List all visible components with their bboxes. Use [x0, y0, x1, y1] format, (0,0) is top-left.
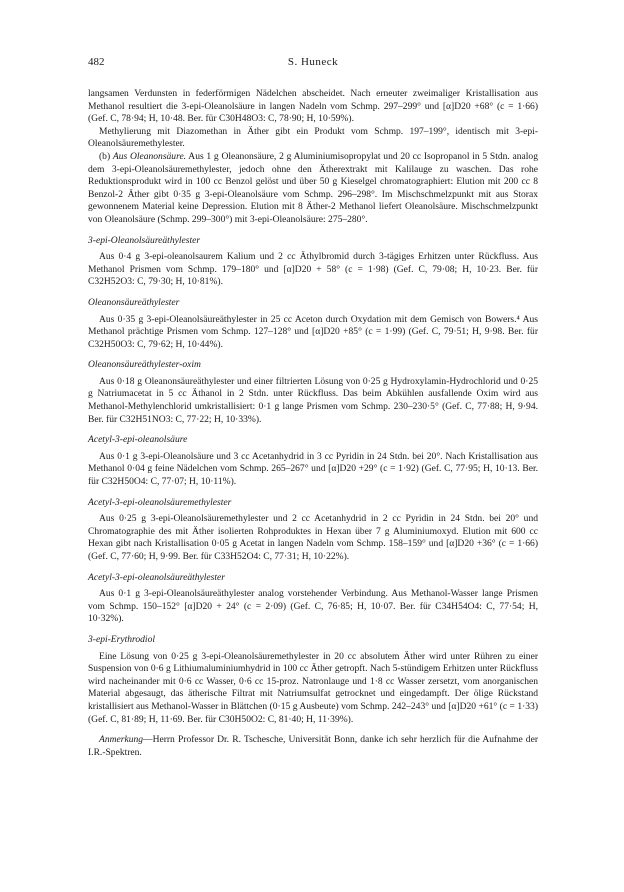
paragraph-text: Aus 0·25 g 3-epi-Oleanolsäuremethylester und 2 cc Acetanhydrid in 2 cc Pyridin in 24 Stdn. bei 20° und Chromatographie des mit Äther isolierten Rohproduktes in Hexan über 7 g Aluminiumoxyd. Elution mit 600 cc Hexan gibt nach Kristallisation 0·05 g Acetat in langen Nadeln vom Schmp. 158–159° und [α]D20 +36° (c = 1·66) (Gef. C, 77·60; H, 9·99. Ber. für C33H52O4: C, 77·31; H, 10·22%).: [88, 513, 538, 562]
article-body: [88, 88, 538, 759]
paragraph-text: —Herrn Professor Dr. R. Tschesche, Universität Bonn, danke ich sehr herzlich für die Aufnahme der I.R.-Spektren.: [88, 734, 538, 758]
paragraph-lead: (b): [99, 150, 113, 162]
paragraph-text: Eine Lösung von 0·25 g 3-epi-Oleanolsäuremethylester in 20 cc absolutem Äther wird unter Rühren zu einer Suspension von 0·6 g Lithiumaluminiumhydrid in 100 cc Äther getropft. Nach 5-stündigem Erhitzen unter Rückfluss wird nacheinander mit 0·6 cc Wasser, 0·6 cc 15-proz. Natronlauge und 1·8 cc Wasser zersetzt, vom anorganischen Material abgesaugt, das ätherische Filtrat mit Natriumsulfat getrocknet und eingedampft. Der ölige Rückstand kristallisiert aus Methanol-Wasser in Blättchen (0·15 g Ausbeute) vom Schmp. 242–243° und [α]D20 +61° (c = 1·33) (Gef. C, 81·89; H, 11·69. Ber. für C30H50O2: C, 81·40; H, 11·39%).: [88, 650, 538, 725]
paragraph-text: Aus 0·35 g 3-epi-Oleanolsäureäthylester in 25 cc Aceton durch Oxydation mit dem Gemisch von Bowers.⁴ Aus Methanol prächtige Prismen vom Schmp. 127–128° und [α]D20 +85° (c = 1·99) (Gef. C, 79·51; H, 9·98. Ber. für C32H50O3: C, 79·62; H, 10·44%).: [88, 313, 538, 350]
body-paragraph: [88, 451, 538, 489]
paragraph-text: Aus 0·18 g Oleanonsäureäthylester und einer filtrierten Lösung von 0·25 g Hydroxylamin-Hydrochlorid und 0·25 g Natriumacetat in 5 cc Äthanol in 2 Stdn. unter Rückfluss. Das beim Abkühlen ausfallende Oxim wird aus Methanol-Methylenchlorid umkristallisiert: 0·1 g lange Prismen vom Schmp. 230–230·5° (Gef. C, 77·88; H, 9·94. Ber. für C32H51NO3: C, 77·22; H, 10·33%).: [88, 375, 538, 425]
body-paragraph: [88, 513, 538, 563]
section-heading: Acetyl-3-epi-oleanolsäure: [88, 434, 188, 446]
paragraph-lead-italic: Aus Oleanonsäure.: [112, 150, 187, 162]
paragraph-text: Aus 0·1 g 3-epi-Oleanolsäure und 3 cc Acetanhydrid in 3 cc Pyridin in 24 Stdn. bei 20°. Nach Kristallisation aus Methanol 0·04 g feine Nädelchen vom Schmp. 265–267° und [α]D20 +29° (c = 1·92) (Gef. C, 77·95; H, 10·13. Ber. für C32H50O4: C, 77·07; H, 10·11%).: [88, 450, 538, 488]
running-header: [88, 56, 538, 70]
body-paragraph: [88, 651, 538, 727]
page-number: 482: [88, 56, 105, 68]
running-author: S. Huneck: [287, 56, 339, 68]
paragraph-text: Aus 0·1 g 3-epi-Oleanolsäureäthylester analog vorstehender Verbindung. Aus Methanol-Wasser lange Prismen vom Schmp. 150–152° [α]D20 + 24° (c = 2·09) (Gef. C, 76·85; H, 10·07. Ber. für C34H54O4: C, 77·54; H, 10·32%).: [88, 588, 538, 625]
body-paragraph: [88, 314, 538, 352]
paragraph-text: Aus 1 g Oleanonsäure, 2 g Aluminiumisopropylat und 20 cc Isopropanol in 5 Stdn. analog dem 3-epi-Oleanolsäuremethylester, jedoch ohne den Ätherextrakt mit Kalilauge zu waschen. Das rohe Reduktionsprodukt wird in 100 cc Benzol gelöst und über 50 g Kieselgel chromatographiert: Elution mit 200 cc 8 Benzol-2 Äther gibt 0·35 g 3-epi-Oleanolsäure vom Schmp. 296–298°. Im Mischschmelzpunkt mit aus Storax gewonnenem Material keine Depression. Elution mit 8 Äther-2 Methanol liefert Oleanolsäure. Mischschmelzpunkt von Oleanolsäure (Schmp. 299–300°) mit 3-epi-Oleanolsäure: 275–280°.: [88, 150, 538, 225]
section-heading: 3-epi-Erythrodiol: [88, 633, 155, 645]
body-paragraph: [88, 376, 538, 426]
section-heading: Acetyl-3-epi-oleanolsäureäthylester: [88, 571, 225, 583]
section-heading: Acetyl-3-epi-oleanolsäuremethylester: [88, 496, 232, 508]
paragraph-text: Aus 0·4 g 3-epi-oleanolsaurem Kalium und 2 cc Äthylbromid durch 3-tägiges Erhitzen unter Rückfluss. Aus Methanol Prismen vom Schmp. 179–180° und [α]D20 + 58° (c = 1·98) (Gef. C, 79·08; H, 10·23. Ber. für C32H52O3: C, 79·30; H, 10·81%).: [88, 251, 538, 288]
body-paragraph: [88, 126, 538, 151]
body-paragraph: [88, 734, 538, 759]
body-paragraph: [88, 151, 538, 227]
body-paragraph: [88, 88, 538, 126]
section-heading: 3-epi-Oleanolsäureäthylester: [88, 234, 201, 246]
section-heading: Oleanonsäureäthylester: [88, 296, 180, 308]
paragraph-text: Methylierung mit Diazomethan in Äther gibt ein Produkt vom Schmp. 197–199°, identisch mit 3-epi-Oleanolsäuremethylester.: [88, 125, 538, 150]
paragraph-text: langsamen Verdunsten in federförmigen Nädelchen abscheidet. Nach erneuter zweimaliger Kristallisation aus Methanol resultiert die 3-epi-Oleanolsäure in langen Nadeln vom Schmp. 297–299° und [α]D20 +68° (c = 1·66) (Gef. C, 78·94; H, 10·48. Ber. für C30H48O3: C, 78·90; H, 10·59%).: [88, 88, 538, 125]
section-heading: Oleanonsäureäthylester-oxim: [88, 359, 201, 371]
paragraph-lead-italic: Anmerkung: [99, 734, 144, 746]
body-paragraph: [88, 251, 538, 289]
body-paragraph: [88, 588, 538, 626]
